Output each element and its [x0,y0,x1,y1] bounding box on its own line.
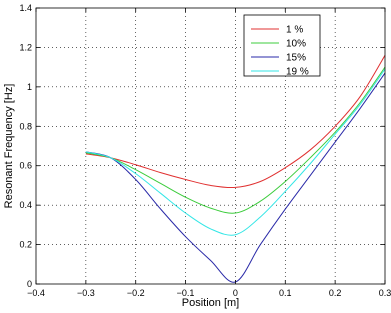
y-axis-label: Resonant Frequency [Hz] [3,83,15,209]
x-tick-label: 0.1 [279,288,292,298]
x-tick-label: −0.2 [126,288,145,298]
legend-label: 10% [286,38,307,50]
y-tick-label: 0.6 [19,160,32,171]
legend-label: 1 % [286,24,304,36]
y-tick-label: 0.8 [19,121,32,132]
x-tick-label: −0.4 [27,288,45,298]
x-tick-label: 0.3 [378,288,391,298]
y-tick-label: 0 [26,279,32,289]
x-tick-label: 0 [232,288,238,298]
legend [244,15,320,78]
y-tick-label: 0.4 [19,200,32,211]
x-tick-label: −0.1 [176,288,195,298]
y-tick-label: 1 [26,81,32,92]
x-tick-label: −0.3 [76,288,95,298]
legend-label: 15% [286,52,307,64]
y-tick-label: 1.2 [19,42,32,53]
y-tick-label: 0.2 [19,239,32,250]
x-axis-label: Position [m] [181,297,240,309]
x-tick-label: 0.2 [328,288,342,298]
legend-label: 19 % [286,66,309,78]
y-tick-label: 1.4 [19,3,32,13]
